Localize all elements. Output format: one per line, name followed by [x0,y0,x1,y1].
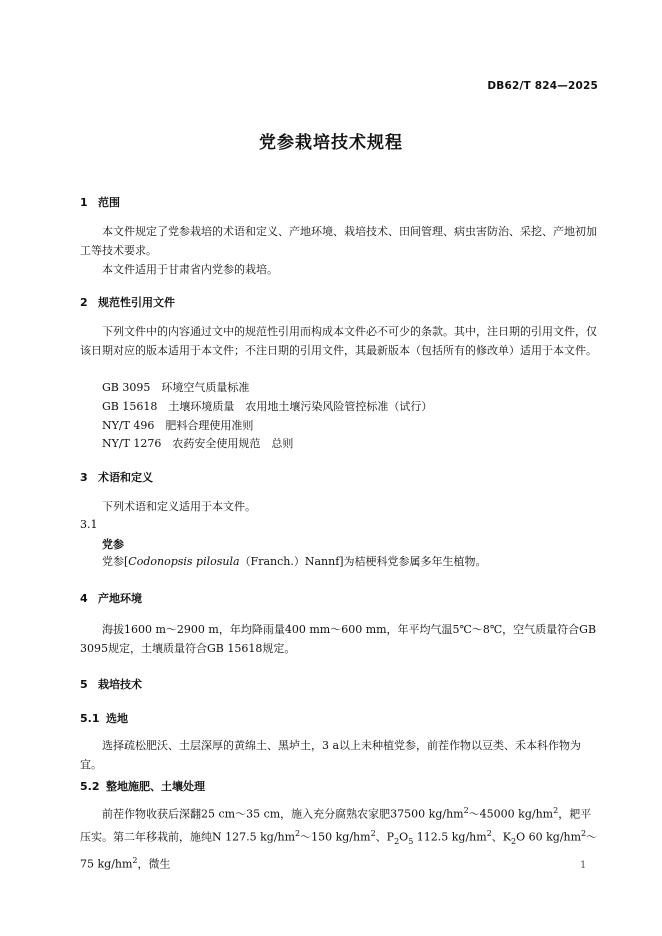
section-3-heading [80,469,153,485]
reference-item: NY/T 496 肥料合理使用准则 [102,419,254,432]
section-title: 术语和定义 [98,471,153,484]
section-title: 选地 [106,712,128,725]
section-5-2-paragraph-1: 前茬作物收获后深翻25 cm～35 cm，施入充分腐熟农家肥37500 $kg/hm^2\sim 45000$ $kg/hm^2$，耙平压实。第二年移栽前，施纯N 127.5 $kg/hm^2\sim 150$ $kg/hm^2$、$P_2O_5$ 112.5 $kg/hm^2$、$K_2O$ 60 $kg/hm^2\sim 75$ $kg/hm^2$，微生 [80,806,598,871]
section-number: 5.1 [80,712,100,725]
section-number: 5 [80,678,88,691]
section-title: 整地施肥、土壤处理 [106,780,205,793]
section-4-heading [80,590,142,606]
section-4-paragraph-1: 海拔1600 m～2900 m，年均降雨量400 mm～600 mm，年平均气温5℃～8℃，空气质量符合GB 3095规定，土壤质量符合GB 15618规定。 [80,623,597,655]
section-number: 2 [80,296,88,309]
page-title: 党参栽培技术规程 [259,133,403,153]
section-number: 5.2 [80,780,100,793]
definition-text: （Franch.）Nannf]为桔梗科党参属多年生植物。 [239,555,487,568]
section-1-heading [80,194,120,210]
section-number: 1 [80,196,88,209]
section-title: 范围 [98,196,120,209]
section-number: 4 [80,592,88,605]
section-title: 产地环境 [98,592,142,605]
term-number: 3.1 [80,518,98,531]
section-5-heading [80,676,142,692]
term-name: 党参 [102,538,124,551]
section-3-paragraph-1: 下列术语和定义适用于本文件。 [102,500,256,513]
definition-text: 党参[ [102,555,129,568]
section-2-heading [80,294,175,310]
term-definition [102,552,602,571]
section-title: 规范性引用文件 [98,296,175,309]
latin-name: Codonopsis pilosula [128,555,240,568]
section-5-1-heading [80,710,128,726]
section-2-paragraph-1: 下列文件中的内容通过文中的规范性引用而构成本文件必不可少的条款。其中，注日期的引用文件，仅该日期对应的版本适用于本文件；不注日期的引用文件，其最新版本（包括所有的修改单）适用于本文件。 [80,325,597,357]
section-number: 3 [80,471,88,484]
page-number: 1 [580,860,587,871]
section-5-2-heading [80,778,205,794]
reference-item: GB 15618 土壤环境质量 农用地土壤污染风险管控标准（试行） [102,400,433,413]
section-1-paragraph-2: 本文件适用于甘肃省内党参的栽培。 [102,263,278,276]
section-title: 栽培技术 [98,678,142,691]
reference-item: GB 3095 环境空气质量标准 [102,381,250,394]
reference-item: NY/T 1276 农药安全使用规范 总则 [102,437,294,450]
document-code: DB62/T 824—2025 [487,80,598,92]
section-5-1-paragraph-1: 选择疏松肥沃、土层深厚的黄绵土、黑垆土，3 a以上未种植党参，前茬作物以豆类、禾本科作物为宜。 [80,739,582,771]
section-1-paragraph-1: 本文件规定了党参栽培的术语和定义、产地环境、栽培技术、田间管理、病虫害防治、采挖、产地初加工等技术要求。 [80,225,597,257]
